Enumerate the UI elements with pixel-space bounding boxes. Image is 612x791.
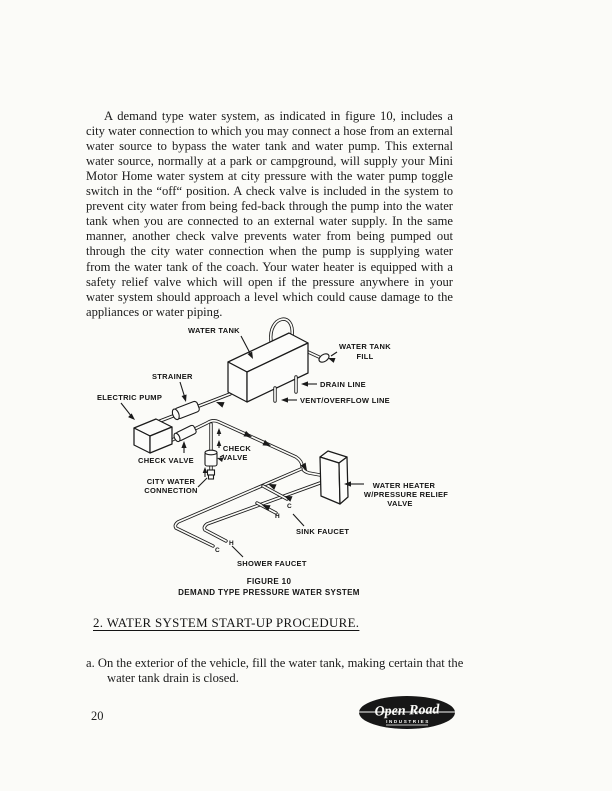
city-water-fitting — [208, 470, 215, 479]
shower-faucet-label: SHOWER FAUCET — [237, 559, 307, 568]
check-valve-city — [205, 450, 217, 466]
check-valve-pump-label: CHECK VALVE — [138, 456, 194, 465]
water-system-diagram — [85, 312, 550, 604]
electric-pump — [134, 419, 172, 453]
section-heading: 2. WATER SYSTEM START-UP PROCEDURE. — [93, 616, 360, 630]
water-tank-label: WATER TANK — [188, 326, 240, 335]
city-water-label-2: CONNECTION — [144, 486, 198, 495]
water-heater-label-2: W/PRESSURE RELIEF — [363, 490, 449, 499]
city-water-label-1: CITY WATER — [146, 477, 196, 486]
vent-overflow-label: VENT/OVERFLOW LINE — [300, 396, 390, 405]
open-road-logo — [356, 694, 458, 734]
strainer-label: STRAINER — [152, 372, 193, 381]
check-valve-city-label-2: VALVE — [222, 453, 248, 462]
drain-line-label: DRAIN LINE — [320, 380, 366, 389]
strainer — [171, 401, 200, 421]
electric-pump-label: ELECTRIC PUMP — [97, 393, 163, 402]
intro-paragraph: A demand type water system, as indicated in figure 10, includes a city water connection to which you may connect a hose from an external water source to bypass the water tank and water pump. This external water source, normally at a park or campground, will supply your Mini Motor Home water system at city pressure with the water pump toggle switch in the “off“ position. A check valve is included in the system to prevent city water from being fed-back through the pump into the water tank when you are connected to an external water supply. In the same manner, another check valve prevents water from being pumped out through the city water connection when the pump is supplying water from the water tank of the coach. Your water heater is equipped with a safety relief valve which will open if the pressure anywhere in your water system should approach a level which could cause damage to the appliances or water piping. — [86, 108, 453, 319]
water-heater-label-1: WATER HEATER — [372, 481, 436, 490]
water-tank-fill-label-1: WATER TANK — [339, 342, 391, 351]
logo-sub-text: INDUSTRIES — [386, 719, 430, 724]
shower-hot-label: H — [229, 540, 234, 547]
sink-cold-label: C — [287, 503, 292, 510]
water-heater — [320, 451, 348, 504]
figure-caption-line1: FIGURE 10 — [246, 577, 292, 586]
water-tank-fill-label-2: FILL — [356, 352, 374, 361]
logo-script-text: Open Road — [374, 702, 440, 720]
check-valve-city-label-1: CHECK — [222, 444, 252, 453]
check-valve-pump — [173, 425, 197, 443]
shower-cold-label: C — [215, 547, 220, 554]
sink-hot-label: H — [275, 513, 280, 520]
page-number: 20 — [91, 709, 104, 723]
step-a: a. On the exterior of the vehicle, fill the water tank, making certain that the water tank drain is closed. — [86, 655, 464, 685]
water-heater-label-3: VALVE — [387, 499, 413, 508]
figure-caption-line2: DEMAND TYPE PRESSURE WATER SYSTEM — [178, 588, 360, 597]
sink-faucet-label: SINK FAUCET — [296, 527, 350, 536]
